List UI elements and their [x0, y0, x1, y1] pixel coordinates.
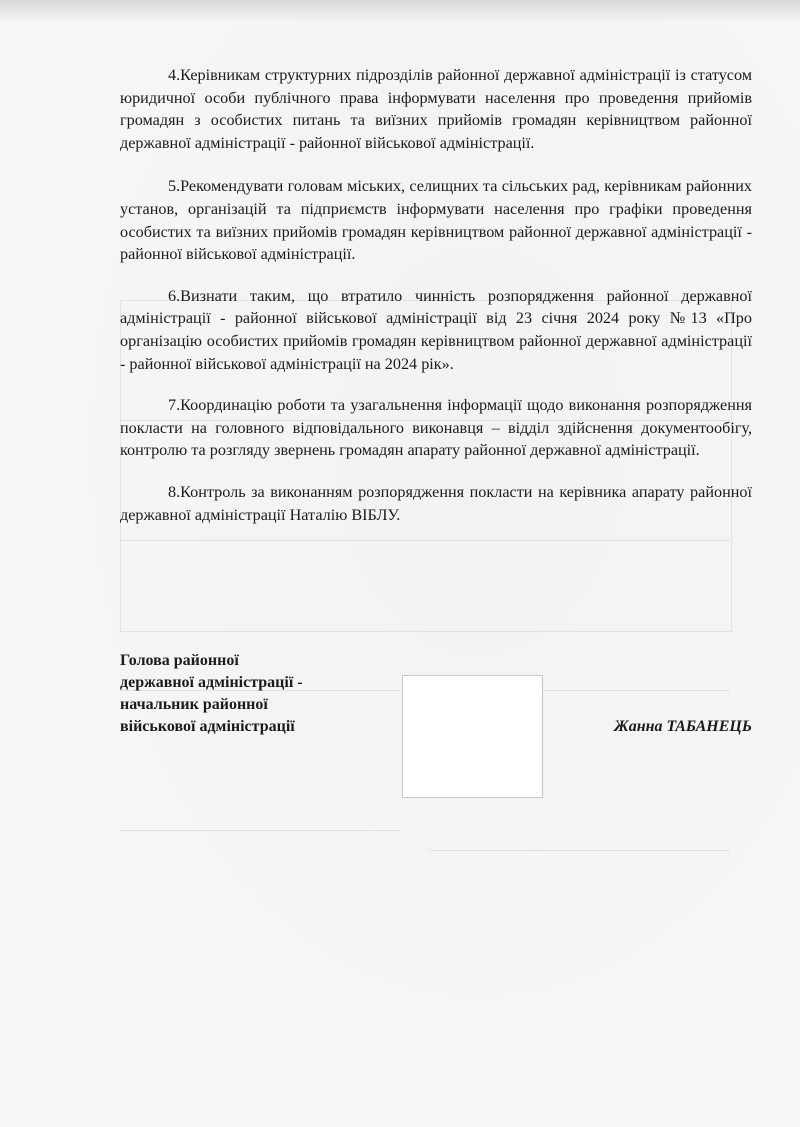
paragraph-item-4: 4.Керівникам структурних підрозділів районної державної адміністрації із статусом юридичної особи публічного права інформувати населення про проведення прийомів громадян з особистих питань та виїзних прийомів громадян керівництвом районної державної адміністрації - районної військової адміністрації. — [120, 66, 752, 152]
signatory-position-line: начальник районної — [120, 696, 268, 713]
signatory-position-line: військової адміністрації — [120, 718, 295, 735]
paragraph-item-7: 7.Координацію роботи та узагальнення інформації щодо виконання розпорядження покласти на головного відповідального виконавця – відділ здійснення документообігу, контролю та розгляду звернень громадян апарату районної державної адміністрації. — [120, 396, 752, 460]
paragraph-item-6: 6.Визнати таким, що втратило чинність розпорядження районної державної адміністрації - районної військової адміністрації від 23 січня 2024 року №13 «Про організацію особистих прийомів громадян керівництвом районної державної адміністрації - районної військової адміністрації на 2024 рік». — [120, 286, 752, 373]
signatory-position-line: Голова районної — [120, 652, 239, 669]
bleed-through-rule — [120, 830, 400, 831]
signatory-name: Жанна ТАБАНЕЦЬ — [614, 718, 752, 735]
scan-top-edge — [0, 0, 800, 22]
signatory-position — [120, 650, 380, 738]
redacted-signature-area — [402, 675, 543, 798]
document-body — [120, 64, 752, 545]
signatory-position-line: державної адміністрації - — [120, 674, 303, 691]
signature-block — [120, 650, 752, 800]
bleed-through-rule — [430, 850, 730, 851]
paragraph-item-8: 8.Контроль за виконанням розпорядження покласти на керівника апарату районної державної адміністрації Наталію ВІБЛУ. — [120, 482, 752, 524]
paragraph-item-5: 5.Рекомендувати головам міських, селищних та сільських рад, керівникам районних установ, організацій та підприємств інформувати населення про графіки проведення особистих та виїзних прийомів громадян керівництвом районної державної адміністрації - районної військової адміністрації. — [120, 177, 752, 264]
